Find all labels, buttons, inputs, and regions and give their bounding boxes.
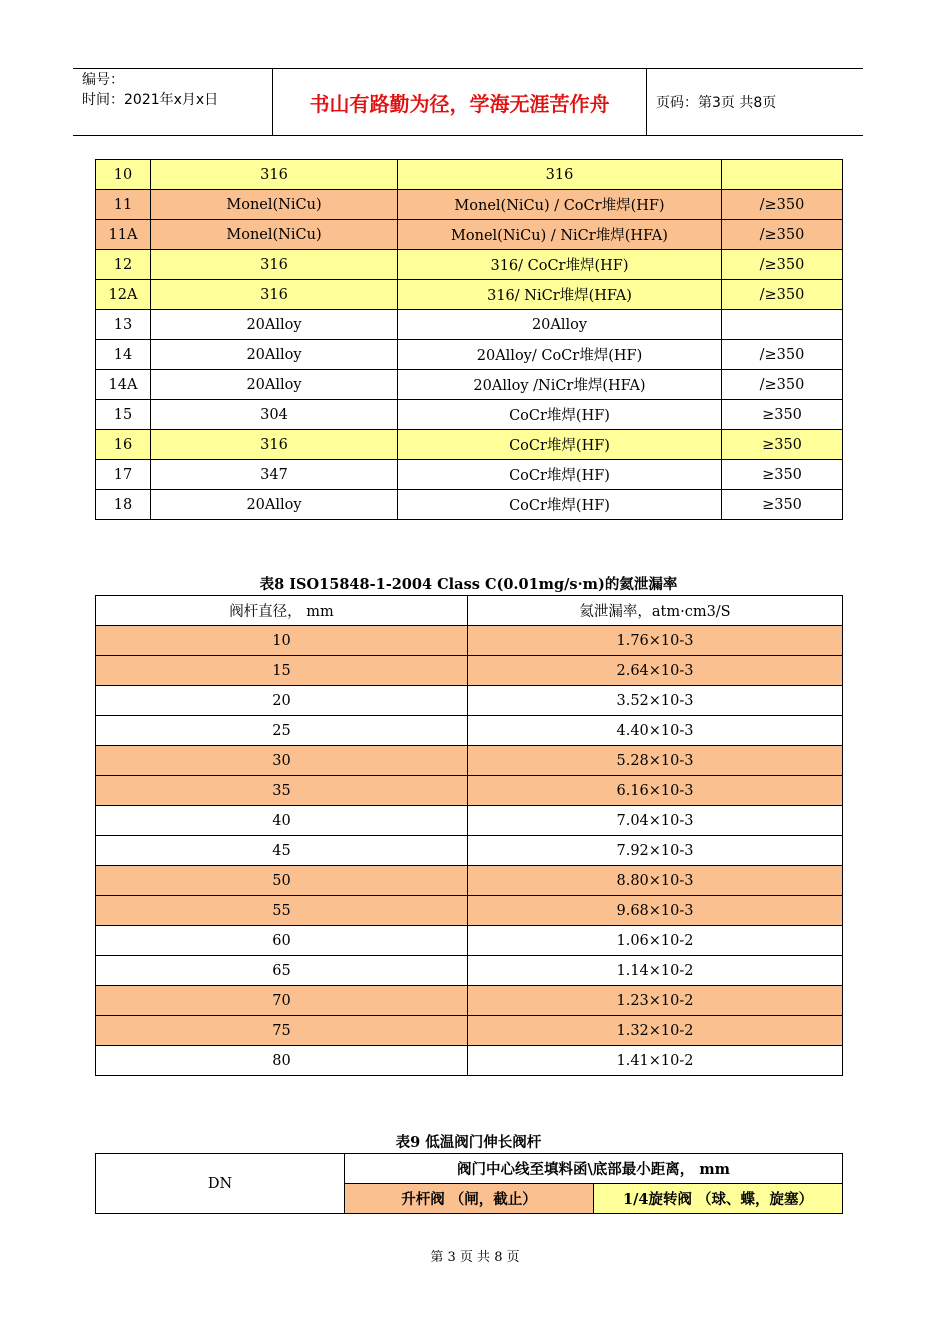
cell-c2: Monel(NiCu) / NiCr堆焊(HFA) [398,220,722,250]
cell-c1: 304 [151,400,398,430]
cell-d: 30 [96,746,468,776]
cell-rate: 1.32×10-2 [468,1016,843,1046]
cell-d: 65 [96,956,468,986]
table-row [96,716,843,746]
cell-c1: Monel(NiCu) [151,190,398,220]
table-row [96,986,843,1016]
table-row [96,806,843,836]
cell-rate: 1.06×10-2 [468,926,843,956]
cell-rate: 8.80×10-3 [468,866,843,896]
material-table [95,159,843,520]
cell-no: 17 [96,460,151,490]
cell-rate: 6.16×10-3 [468,776,843,806]
table-row [96,430,843,460]
cell-d: 25 [96,716,468,746]
header-leak-rate: 氦泄漏率，atm·cm3/S [468,596,843,626]
cell-c1: 316 [151,430,398,460]
helium-leak-table [95,595,843,1076]
table-row [96,746,843,776]
cell-d: 40 [96,806,468,836]
cell-d: 70 [96,986,468,1016]
table-row [96,160,843,190]
cell-c1: Monel(NiCu) [151,220,398,250]
header-motto: 书山有路勤为径，学海无涯苦作舟 [273,69,647,135]
cell-rate: 5.28×10-3 [468,746,843,776]
cell-rate: 3.52×10-3 [468,686,843,716]
cell-rate: 7.92×10-3 [468,836,843,866]
table-row [96,280,843,310]
cell-c3: /≥350 [722,250,843,280]
cell-no: 11 [96,190,151,220]
cell-c1: 316 [151,280,398,310]
table-row [96,340,843,370]
table-row [96,656,843,686]
cell-c1: 20Alloy [151,310,398,340]
cell-c2: 20Alloy /NiCr堆焊(HFA) [398,370,722,400]
table-row [96,490,843,520]
cell-c1: 20Alloy [151,370,398,400]
cell-no: 14A [96,370,151,400]
cell-d: 10 [96,626,468,656]
table-row [96,866,843,896]
cell-c3: ≥350 [722,460,843,490]
cell-rate: 2.64×10-3 [468,656,843,686]
cell-no: 16 [96,430,151,460]
cell-c3 [722,310,843,340]
cell-rate: 7.04×10-3 [468,806,843,836]
cell-c3: /≥350 [722,220,843,250]
extension-stem-table [95,1153,843,1214]
cell-c2: Monel(NiCu) / CoCr堆焊(HF) [398,190,722,220]
cell-c3: ≥350 [722,400,843,430]
cell-c3: /≥350 [722,280,843,310]
quarter-turn-header: 1/4旋转阀 （球、蝶，旋塞） [594,1184,843,1214]
cell-no: 12 [96,250,151,280]
cell-no: 11A [96,220,151,250]
cell-d: 50 [96,866,468,896]
number-label: 编号： [82,72,124,88]
cell-d: 20 [96,686,468,716]
table-row [96,400,843,430]
cell-d: 35 [96,776,468,806]
time-label: 时间：2021年x月x日 [82,92,219,108]
dn-header: DN [96,1154,345,1214]
table-row [96,956,843,986]
table-row [96,370,843,400]
table-row [96,1046,843,1076]
cell-c2: 316/ CoCr堆焊(HF) [398,250,722,280]
cell-c2: CoCr堆焊(HF) [398,400,722,430]
cell-d: 15 [96,656,468,686]
table-row [96,776,843,806]
cell-rate: 1.41×10-2 [468,1046,843,1076]
table-row [96,896,843,926]
table-header-row [96,596,843,626]
table-row [96,460,843,490]
header-page-label: 页码：第3页 共8页 [656,95,777,111]
cell-c3: /≥350 [722,340,843,370]
min-distance-header: 阀门中心线至填料函\底部最小距离， mm [345,1154,843,1184]
rising-stem-header: 升杆阀 （闸，截止） [345,1184,594,1214]
table-row [96,626,843,656]
cell-no: 13 [96,310,151,340]
cell-c1: 316 [151,250,398,280]
cell-c2: CoCr堆焊(HF) [398,460,722,490]
cell-no: 18 [96,490,151,520]
cell-c3 [722,160,843,190]
page-footer: 第 3 页 共 8 页 [430,1250,520,1265]
table-row [96,836,843,866]
cell-c2: 20Alloy/ CoCr堆焊(HF) [398,340,722,370]
cell-no: 14 [96,340,151,370]
cell-no: 12A [96,280,151,310]
cell-c2: CoCr堆焊(HF) [398,430,722,460]
cell-c2: 316/ NiCr堆焊(HFA) [398,280,722,310]
table-row [96,926,843,956]
cell-d: 60 [96,926,468,956]
cell-no: 15 [96,400,151,430]
cell-rate: 9.68×10-3 [468,896,843,926]
cell-d: 55 [96,896,468,926]
cell-rate: 1.23×10-2 [468,986,843,1016]
cell-c2: 316 [398,160,722,190]
cell-c1: 347 [151,460,398,490]
cell-c2: 20Alloy [398,310,722,340]
cell-c3: /≥350 [722,190,843,220]
table-row [96,250,843,280]
table-row [96,220,843,250]
table-row [96,686,843,716]
cell-d: 75 [96,1016,468,1046]
cell-rate: 1.14×10-2 [468,956,843,986]
cell-c1: 316 [151,160,398,190]
cell-c1: 20Alloy [151,490,398,520]
cell-d: 80 [96,1046,468,1076]
table-row [96,1016,843,1046]
table8-caption: 表8 ISO15848-1-2004 Class C(0.01mg/s·m)的氦泄漏率 [259,576,678,593]
table9-caption: 表9 低温阀门伸长阀杆 [395,1134,542,1151]
cell-c3: ≥350 [722,490,843,520]
cell-rate: 4.40×10-3 [468,716,843,746]
header-stem-diameter: 阀杆直径， mm [96,596,468,626]
table-row [96,310,843,340]
cell-c1: 20Alloy [151,340,398,370]
table-row [96,190,843,220]
page-header [73,68,863,136]
cell-c2: CoCr堆焊(HF) [398,490,722,520]
cell-c3: ≥350 [722,430,843,460]
cell-rate: 1.76×10-3 [468,626,843,656]
cell-d: 45 [96,836,468,866]
header-meta [73,69,273,135]
cell-c3: /≥350 [722,370,843,400]
cell-no: 10 [96,160,151,190]
